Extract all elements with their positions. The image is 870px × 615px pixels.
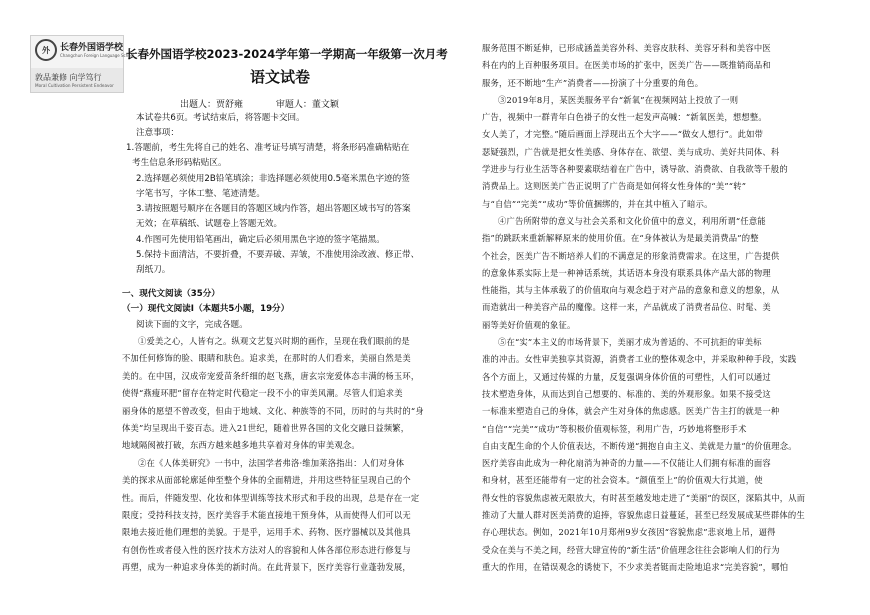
note-line: 2.选择题必须使用2B铅笔填涂；非选择题必须使用0.5毫米黑色字迹的签 [136,173,410,184]
passage-line: 瑟疑强烈，广告就是把女性美感、身体存在、欲望、美与成功、美好共同体、科 [482,146,780,157]
passage-line: 医疗美容由此成为一种化扇消为神奇的力量——不仅能让人们拥有标准的面容 [482,458,771,469]
passage-line: 丽等美好价值观的象征。 [482,319,576,330]
passage-line: 的意象体系实际上是一种神话系统，其话语本身没有联系具体产品大部的物理 [482,267,771,278]
school-seal-icon: 外 [35,39,57,61]
passage-line: 美的。在中国，汉成帝宠爱苗条纤细的赵飞燕，唐玄宗宠爱体态丰满的杨玉环， [122,370,420,381]
passage-line: 和身材，甚至还能带有一定的社会资本。“颜值至上”的价值观大行其道，使 [482,475,763,486]
passage-line: 广告，视频中一群青年白色褂子的女性一起发声高喊：“新氧医美，想想整。 [482,112,767,123]
notes-intro: 本试卷共6页。考试结束后，将答题卡交回。 [136,113,305,123]
reviewer: 审题人：董文颖 [275,100,339,110]
subsection-heading: （一）现代文阅读Ⅰ（本题共5小题，19分） [122,304,290,314]
passage-line: 有创伤性或者侵入性的医疗技术方法对人的容貌和人体各部位形态进行修复与 [122,544,411,555]
passage-line: 限地去接近他们理想的美貌。于是乎，运用手术、药物、医疗器械以及其他具 [122,527,411,538]
school-name-cn: 长春外国语学校 [60,43,124,53]
passage-line: 地域隔阂被打破，东西方越来越多地共享着对身体的审美观念。 [122,440,360,451]
note-line: 刮纸刀。 [136,265,171,276]
instruction: 阅读下面的文字，完成各题。 [136,320,248,330]
passage-line: 性。而后，伴随发型、化妆和体型训练等技术形式和手段的出现，总是存在一定 [122,492,420,503]
passage-line: ⑤在“实”本主义的市场背景下，美丽才成为普适的、不可抗拒的审美标 [498,337,762,348]
exam-title: 语文试卷 [250,68,311,86]
school-motto-cn: 敦品兼修 向学笃行 [35,73,102,82]
section-heading: 一、现代文阅读（35分） [122,289,220,299]
passage-line: 学进步与行业生活等各种要素联结着在广告中，诱导欲、消费欲、自我欲等千般的 [482,164,788,175]
authors-line [180,97,369,110]
passage-line: 技术塑造身体，从而达到自己想要的、标准的、美的外观形象。如果不接受这 [482,388,771,399]
notes-items [126,141,456,279]
passage-line: 消费品上。这则医美广告正说明了广告商是如何将女性身体的“美”“转” [482,181,747,192]
passage-line: 服务，还不断地“生产”消费者——扮演了十分重要的角色。 [482,77,704,88]
passage-line: 再塑，成为一种追求身体美的新时尚。在此背景下，医疗美容行业蓬勃发展， [122,562,411,573]
passage-right [482,40,850,576]
passage-line: 受众在美与不美之间，经营大肆宣传的“新生活”价值理念往往会影响人们的行为 [482,544,780,555]
note-line: 考生信息条形码粘贴区。 [132,158,227,169]
passage-line: ①爱美之心，人皆有之。纵观文艺复兴时期的画作，呈现在我们眼前的是 [138,336,410,346]
passage-line: 限度；受持科技支持，医疗美容手术能直接地干预身体，从而使得人们可以无 [122,510,411,521]
passage-line: 指”的跳跃来重新解释原来的使用价值。在“身体被认为是最美消费品”的整 [482,233,759,244]
passage-line: ②在《人体美研究》一书中，法国学者弗洛·维加莱洛指出：人们对身体 [138,457,405,468]
passage-line: 使得“燕瘦环肥”留存在特定时代稳定一段不小的审美风潮。尽管人们追求美 [122,388,403,399]
note-line: 3.请按照题号顺序在各题目的答题区域内作答，超出答题区域书写的答案 [136,204,411,215]
school-motto-en: Moral Cultivation Persistent Endeavor [35,83,114,88]
passage-line: 自由支配生命的个人价值表达，不断传递“拥抱自由主义、美就是力量”的价值理念。 [482,440,797,451]
passage-line: “自信”“完美”“成功”等积极价值观标签，利用广告，巧妙地将整形手术 [482,423,747,434]
passage-line: 准的冲击。女性审美独享其资源，消费者工业的整体观念中，并采取种种手段，实践 [482,354,797,365]
passage-line: 不加任何修饰的脸、眼睛和肤色。追求美，在那时的人们看来，美丽自然是美 [122,353,411,364]
note-line: 4.作图可先使用铅笔画出，确定后必须用黑色字迹的签字笔描黑。 [136,234,385,245]
passage-line: 而造就出一种美容产品的魔像。这样一来，产品就成了消费者品位、时髦、美 [482,302,771,313]
note-line: 字笔书写，字体工整、笔迹清楚。 [136,188,265,199]
notes-block [136,111,451,142]
note-line: 1.答题前，考生先将自己的姓名、准考证号填写清楚，将条形码准确粘贴在 [126,143,410,153]
passage-line: 美的探求从面部轮廓延伸至整个身体的全面精进，并用这些特征呈现自己的个 [122,475,411,486]
exam-header: 长春外国语学校2023-2024学年第一学期高一年级第一次月考 [126,47,448,61]
passage-left [122,333,454,577]
notes-heading: 注意事项： [136,128,179,139]
passage-line: ③2019年8月，某医美服务平台“新氧”在视频网站上投放了一则 [498,94,739,105]
passage-line: 女人美了，才完整。”随后画面上浮现出五个大字——“做女人想行”。此如带 [482,129,764,140]
passage-line: 科在内的上百种服务项目。在医美市场的扩张中，医美广告——既推销商品和 [482,60,771,71]
passage-line: 推动了大量人群对医美消费的追捧，容貌焦虑日益蔓延，甚至已经发展成某些群体的生 [482,510,805,521]
passage-line: 个社会，医美广告不断培养人们的不满意足的形象消费需求。在这里，广告提供 [482,250,780,261]
passage-line: 各个方面上，又通过传媒的力量，反复强调身体价值的可塑性，人们可以通过 [482,371,771,382]
passage-line: 与“自信”“完美”“成功”等价值捆绑的，并在其中植入了暗示。 [482,198,713,209]
passage-line: 性能指，其与主体承载了的价值取向与观念趋于对产品的意象和意义的想象，从 [482,285,780,296]
school-logo [30,35,135,93]
school-name-en: Changchun Foreign Language School [60,53,135,58]
passage-line: 一标准来塑造自己的身体，就会产生对身体的焦虑感。医美广告主打的就是一种 [482,406,780,417]
passage-line: 得女性的容貌焦虑被无限放大，有时甚至越发地走进了“美丽”的误区，深陷其中，从而 [482,492,806,503]
passage-line: ④广告所附带的意义与社会关系和文化价值中的意义，利用所谓“任意能 [498,215,766,226]
note-line: 5.保持卡面清洁，不要折叠，不要弄破、弄皱，不准使用涂改液、修正带、 [136,250,420,261]
author: 出题人：贾舒雍 [180,100,244,110]
note-line: 无效；在草稿纸、试题卷上答题无效。 [136,219,283,230]
passage-line: 重大的作用，在错误观念的诱使下，不少求美者铤而走险地追求“完美容貌”，哪怕 [482,561,789,572]
passage-line: 服务范围不断延伸，已形成涵盖美容外科、美容皮肤科、美容牙科和美容中医 [482,43,771,53]
passage-line: 丽身体的愿望不曾改变，但由于地域、文化、种族等的不同，历时的与共时的“身 [122,405,424,416]
passage-line: 存心理状态。例如，2021年10月郑州9岁女孩因“容貌焦虑”悲哀地上吊，逼得 [482,527,776,538]
passage-line: 体美”均呈现出千姿百态。进入21世纪，随着世界各国的文化交融日益频繁， [122,423,410,434]
